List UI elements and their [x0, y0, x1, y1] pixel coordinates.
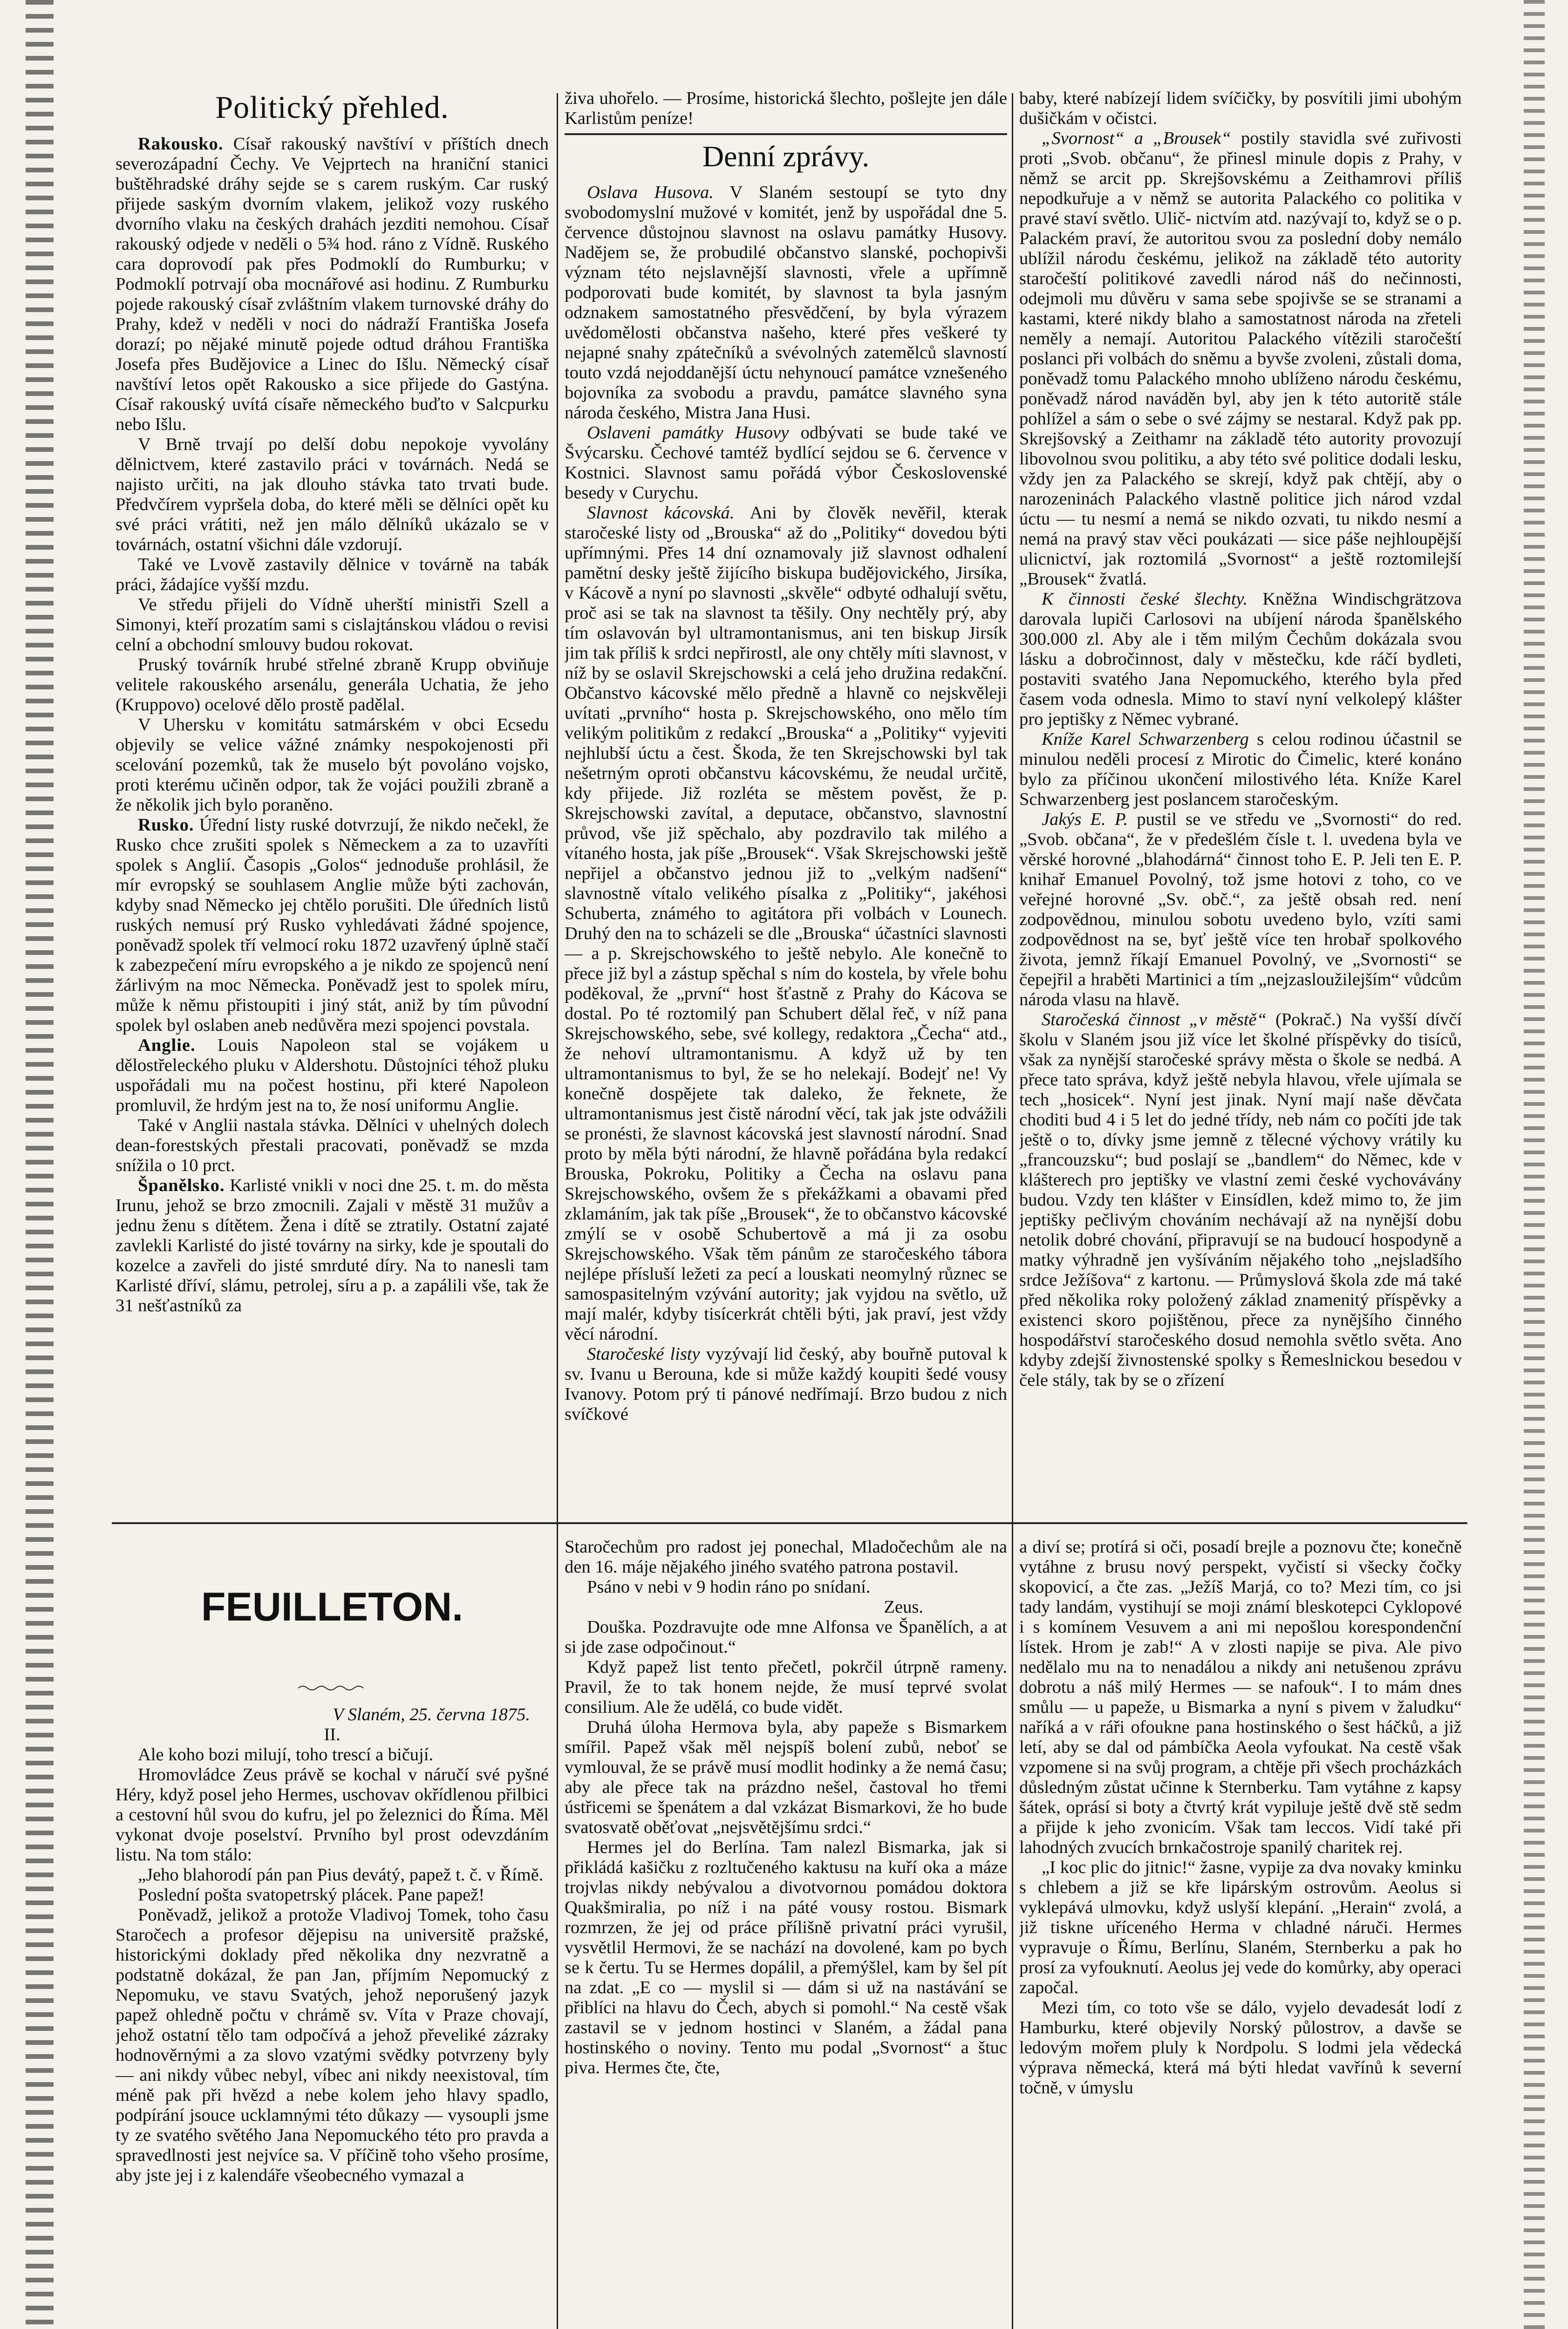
feuilleton-paragraph: Psáno v nebi v 9 hodin ráno po snídaní.: [587, 1577, 871, 1597]
lead: Staročeská činnost „v městě“: [1042, 1010, 1267, 1029]
text: postily stavidla své zuřivosti proti „Svob. občanu“, že přinesl minule dopis z Prahy, v němž se arcit pp. Skrejšovskému a Zeithamrovi příliš nepodkuřuje a v němž se autorita Palackého co politika v pravé staví světlo. Ulič- nictvím atd. nazývají to, když se o p. Palackém praví, že autoritou svou za poslední doby nemálo ublížil národu českému, jelikož na základě této autority staročeští politikové zavedli národ náš do nečinnosti, odejmoli mu důvěru v sama sebe spojivše se se stranami a kastami, které nikdy blaho a samostatnost národa na zřeteli neměly a nemají. Autoritou Palackého vítězili staročeští poslanci při volbách do sněmu a byvše zvoleni, zůstali doma, poněvadž tomu Palackého mnoho ublíženo národu českému, poněvadž národ naváděn byl, aby jen k této autoritě stále pohlížel a sám o sebe o své zájmy se nestaral. Když pak pp. Skrejšovský a Zeithamr na základě této autority provozují libovolnou svou politiku, a aby této své politice dodali lesku, vždy jen za Palackého se skrejí, když pak chtějí, aby o narozeninách Palackého vlastně politice jich národ vzdal úctu — tu nesmí a nemá se nikdo ozvati, tu nikdo nesmí a nemá na pravý stav věci poukázati — sice páše nejhloupější ulicnictví, jak roztomilá „Svornost“ a ještě roztomilejší „Brousek“ žvatlá.: [1019, 129, 1462, 589]
article-paragraph: [116, 715, 549, 815]
feuilleton-paragraph: Druhá úloha Hermova byla, aby papeže s Bismarkem smířil. Papež však měl nejspíš bolení zubů, neboť se vymlouval, že se právě musí modlit hodinky a že nemá času; aby ale přece tak na prázdno nešel, častoval ho třemi ústřicemi se špenátem a dal vzkázat Bismarkovi, že ho bude svatosvatě oběťovat „nejsvětějšímu srdci.“: [565, 1717, 1007, 1837]
column-daily-news-cont: [1019, 89, 1462, 1519]
ornament-squiggle: [298, 1684, 368, 1692]
article-paragraph: [116, 1176, 549, 1316]
article-paragraph: [116, 1035, 549, 1116]
lead: Staročeské listy: [587, 1344, 700, 1364]
lead: Rakousko.: [138, 134, 224, 154]
column-daily-news: [565, 89, 1007, 1519]
feuilleton-column-1: [116, 1705, 549, 2329]
text: V Slaném sestoupí se tyto dny svobodomyslní mužové v komitét, jenž by uspořádal dne 5. července důstojnou slavnost na oslavu památky Husovy. Nadějem se, že probudilé občanstvo slanské, pochopivši význam této nejslavnější slavnosti, vřele a upřímně podporovati bude komitét, by slavnost ta byla jasným odznakem samostatného přesvědčení, by byla výrazem uvědomělosti občanstva našeho, které přes veškeré ty nejapné snahy zpátečníků a svévolných zatemělců slavností touto vzdá nejoddanější úctu nehynoucí památce vznešeného bojovníka za svobodu a pravdu, památce slavného syna národa českého, Mistra Jana Husi.: [565, 183, 1007, 422]
column-rule-2: [1012, 93, 1013, 2329]
lead: Oslava Husova.: [587, 183, 714, 202]
article-paragraph: [1019, 89, 1462, 129]
lead: Oslaveni památky Husovy: [587, 423, 789, 443]
place-date: [116, 1705, 549, 1725]
lead: Kníže Karel Schwarzenberg: [1042, 729, 1249, 749]
text: Ani by člověk nevěřil, kterak staročeské listy od „Brouska“ až do „Politiky“ dovedou býti upřímnými. Přes 14 dní oznamovaly již slavnost odhalení pamětní desky ještě žijícího biskupa budějovického, Jirsíka, v Kácově a nyní po slavnosti „skvěle“ odbyté odhalují světu, proč asi se tak na slavnost ta těšily. Ony nechtěly prý, aby tím oslavován byl ultramontanismus, ani ten biskup Jirsík jim tak příliš k srdci nepřirostl, ale ony chtěly míti slavnost, v níž by se oslavil Skrejschowski a celá jeho družina redakční. Občanstvo kácovské mělo předně a hlavně co nejskvěleji uvítati „prvního“ hosta p. Skrejschowského, ono mělo tím velikým politikům z redakcí „Brouska“ a „Politiky“ vyjeviti nejhlubší úctu a čest. Škoda, že ten Skrejschowski byl tak nešetrným oproti občanstvu kácovskému, že neudal určitě, kdy přijede. Již rozléta se městem pověst, že p. Skrejschowski zavítal, a deputace, občanstvo, slavnostní průvod, vše již spěchalo, aby pozdravilo tak milého a vítaného hosta, jak píše „Brousek“. Však Skrejschowski ještě nepřijel a občanstvo jednou již to „velkým nadšení“ slavnostně vítalo velikého písalka z „Politiky“, jakéhosi Schuberta, známého to agitátora při volbách v Lounech. Druhý den na to scházeli se dle „Brouska“ účastníci slavnosti — a p. Skrejschowského to ještě nebylo. Ale konečně to přece již byl a zástup spěchal s ním do kostela, by vřele bohu poděkoval, že „první“ host šťastně z Prahy do Kácova se dostal. Po té roztomilý pan Schubert dělal řeč, v níž pana Skrejschowského, sebe, své kollegy, redaktora „Čecha“ atd., že nehoví ultramontanismu. A když už by ten ultramontanismus to byl, že se ho nelekají. Bodejť ne! Vy konečně dospějete tak daleko, že řeknete, že ultramontanismus jest čistě národní věcí, tak jak jste odvážili se pronésti, že slavnost kácovská jest slavností národní. Snad proto by měla býti národní, že hlavně pořádána byla redakcí Brouska, Pokroku, Politiky a Čecha na oslavu pana Skrejschowského, ovšem že s překážkami a obavami před zklamáním, jak tak píše „Brousek“, že to občanstvo kácovské zmýlí se v osobě Schubertově a má ji za osobu Skrejschowského. Však těm pánům ze staročeského tábora nejlépe přísluší ležeti za pecí a louskati neomylný různec se samospasitelným vzývání autority; jak vyjdou na světlo, už mají malér, kdyby tisícerkrát chtěli býti, jak praví, jest vždy věcí národní.: [565, 503, 1007, 1344]
section-title-politicky-prehled: Politický přehled.: [215, 89, 449, 125]
text: Císař rakouský navštíví v příštích dnech severozápadní Čechy. Ve Vejprtech na hraniční stanici buštěhradské dráhy sejde se s carem ruským. Car ruský přijede saským dvorním vlakem, jelikož vozy ruského dvorního vlaku na českých drahách jezditi nemohou. Císař rakouský odjede v neděli o 5¾ hod. ráno z Vídně. Ruského cara doprovodí pak přes Podmoklí do Rumburku; v Podmoklí potrvají oba mocnářové asi hodinu. Z Rumburku pojede rakouský císař zvláštním vlakem turnovské dráhy do Prahy, kdež v neděli v noci do nádraží Františka Josefa dorazí; po nějaké minutě pojede odtud dráhou Františka Josefa přes Budějovice a Linec do Išlu. Německý císař navštíví letos opět Rakousko a sice přijede do Gastýna. Císař rakouský uvítá císaře německého buďto v Salcpurku nebo Išlu.: [116, 134, 549, 434]
text: s celou rodinou účastnil se minulou neděli procesí z Mirotic do Čimelic, které konáno bylo za příčinou ukončení milostivého léta. Kníže Karel Schwarzenberg jest poslancem staročeským.: [1019, 729, 1462, 809]
feuilleton-paragraph: „I koc plic do jitnic!“ žasne, vypije za dva novaky kminku s chlebem a již se kře lipárským ostrovům. Aeolus si vyklepává ulmovku, když uslyší klepání. „Herain“ zvolá, a již tiskne uříceného Herma v chladné náruči. Hermes vypravuje o Římu, Berlínu, Slaném, Sternberku a pak ho prosí za vyfouknutí. Aeolus jej vede do komůrky, aby operaci započal.: [1019, 1858, 1462, 1997]
article-paragraph: [116, 555, 549, 595]
article-paragraph: [1019, 129, 1462, 589]
text: vyzývají lid český, aby bouřně putoval k sv. Ivanu u Berouna, kde si může každý koupiti šedé vousy Ivanovy. Potom prý ti pánové nedřímají. Brzo budou z nich svíčkové: [565, 1344, 1007, 1424]
feuilleton-paragraph: Když papež list tento přečetl, pokrčil útrpně rameny. Pravil, že to tak honem nejde, že musí teprvé svolat consilium. Ale že udělá, co bude vidět.: [565, 1657, 1007, 1717]
column-politics: [116, 89, 549, 1519]
lead: K činnosti české šlechty.: [1042, 589, 1248, 609]
feuilleton-paragraph: Douška. Pozdravujte ode mne Alfonsa ve Španělích, a at si jde zase odpočinout.“: [565, 1617, 1007, 1657]
article-paragraph: [1019, 810, 1462, 1010]
article-paragraph: [116, 435, 549, 555]
article-paragraph: [116, 815, 549, 1035]
section-title-denni-zpravy: Denní zprávy.: [702, 140, 870, 173]
text: Karlisté vnikli v noci dne 25. t. m. do města Irunu, jehož se brzo zmocnili. Zajali v městě 31 mužův a jednu ženu s dítětem. Žena i dítě se ztratily. Ostatní zajaté zavlekli Karlisté do jisté továrny na sirky, kde je spoutali do kozelce a zavřeli do jisté smrduté díry. Na to nanesli tam Karlisté dříví, slámu, petrolej, síru a p. a zapálili vše, tak že 31 nešťastníků za: [116, 1176, 549, 1315]
divider: [565, 133, 1007, 135]
left-edge-binding: [26, 0, 54, 2329]
lead: Slavnost kácovská.: [587, 503, 735, 523]
text: Také ve Lvově zastavily dělnice v továrně na tabák práci, žádajíce vyšší mzdu.: [116, 555, 549, 594]
text: Také v Anglii nastala stávka. Dělníci v uhelných dolech dean-forestských přestali pracovati, poněvadž se mzda snížila o 10 prct.: [116, 1116, 549, 1175]
text: pustil se ve středu ve „Svornosti“ do red. „Svob. občana“, že v předešlém čísle t. l. uvedena byla ve věrské horovné „blahodárná“ činnost toho E. P. Jeli ten E. P. knihař Emanuel Povolný, tož jsme hotovi z toho, co ve veřejné horovné „Sv. obč.“, za ještě obsah red. není zodpovědnou, minulou sobotu uvedeno bylo, vzíti sami zodpovědnost na se, byť ještě více ten hrobař spolkového života, jemnž říkají Emanuel Povolný, ve „Svornosti“ se čepejřil a hraběti Martinici a tím „nejzasloužilejším“ vůdcům národa vlasu na hlavě.: [1019, 810, 1462, 1009]
lead: Jakýs E. P.: [1042, 810, 1128, 829]
feuilleton-paragraph: Poslední pošta svatopetrský plácek. Pane papež!: [138, 1885, 485, 1905]
article-paragraph: [116, 134, 549, 435]
feuilleton-column-2: [565, 1537, 1007, 2329]
article-paragraph: [116, 655, 549, 715]
article-paragraph: [1019, 589, 1462, 729]
lead: Španělsko.: [138, 1176, 225, 1195]
text: V Uhersku v komitátu satmárském v obci Ecsedu objevily se velice vážné známky nespokojenosti při scelování pozemků, tak že muselo být povoláno vojsko, proti kterému učiněn odpor, tak že vojáci použili zbraně a že několik jich bylo poraněno.: [116, 715, 549, 815]
article-paragraph: [565, 183, 1007, 423]
text: V Brně trvají po delší dobu nepokoje vyvolány dělnictvem, které zastavilo práci v továrnách. Nedá se najisto určiti, na jak dlouho stávka tato trvati bude. Předvčírem vypršela doba, do které měli se dělníci opět ku své práci vrátiti, než jen málo dělníků ukázalo se v továrnách, ostatní všichni dále vzdorují.: [116, 435, 549, 554]
feuilleton-column-3: [1019, 1537, 1462, 2329]
article-paragraph: [565, 423, 1007, 503]
feuilleton-paragraph: a diví se; protírá si oči, posadí brejle a poznovu čte; konečně vytáhne z brusu nový perspekt, vyčistí si všecky čočky skopovicí, a čte zas. „Ježíš Marjá, co to? Mezi tím, co jsi tady landám, vystihují se moji známí bleskotepci Cyklopové i s komínem Vesuvem a ani mi nepošlou korespondenční lístek. Hrom je zab!“ A v zlosti napije se piva. Ale pivo nedělalo mu na to nenadálou a nikdy ani netušenou zprávu dobrotu a náš milý Hermes — se nafouk“. I to mám dnes smůlu — u papeže, u Bismarka a nyní s pivem v žaludku“ naříká a v ráři ofoukne pana hostinského o šest háčků, a již letí, aby se dal od pámbíčka Aeola vyfoukat. Na cestě však vzpomene si na svůj program, a chtěje při všech procházkách důsledným zůstat učinne k Sternberku. Tam vytáhne z kapsy šátek, oprásí si boty a čtvrtý krát vypiluje ještě dvě stě sedm a přijde k jeho zvonicím. Však tam leccos. Vidí také při lahodných zvucích brnkačostroje spanilý charitek rej.: [1019, 1537, 1462, 1857]
text: Louis Napoleon stal se vojákem u dělostřeleckého pluku v Aldershotu. Důstojníci téhož pluku uspořádali mu na počest hostinu, při které Napoleon promluvil, že hrdým jest na to, že nosí uniformu Anglie.: [116, 1035, 549, 1115]
feuilleton-paragraph: Poněvadž, jelikož a protože Vladivoj Tomek, toho času Staročech a profesor dějepisu na universitě pražské, historickými doklady před několika dny nezvratně a podstatně dokázal, že pan Jan, příjmím Nepomucký z Nepomuku, ve stavu Svatých, jehož neporušený jazyk papež ohledně počtu v chrámě sv. Víta v Praze chovají, jehož ostatní tělo tam odpočívá a jehož převeliké zázraky hodnověrnými a za slovo vzatými svědky potvrzeny byly — ani nikdy vůbec nebyl, víbec ani nikdy neexistoval, tím méně pak při hvězd a nebe kolem jeho hlavy spadlo, podpírání jsouce ucklamnými této důkazy — vysoupli jsme ty ze svatého světého Jana Nepomuckého této pro pravda a spravedlnosti jest nejvíce sa. V příčině toho všeho prosíme, aby jste jej i z kalendáře všeobecného vymazal a: [116, 1905, 549, 2185]
text: baby, které nabízejí lidem svíčičky, by posvítili jimi ubohým dušičkám v očistci.: [1019, 89, 1462, 128]
continued-text: živa uhořelo. — Prosíme, historická šlechto, pošlejte jen dále Karlistům peníze!: [565, 89, 1007, 128]
feuilleton-paragraph: Staročechům pro radost jej ponechal, Mladočechům ale na den 16. máje nějakého jiného svatého patrona postavil.: [565, 1537, 1007, 1577]
feuilleton-paragraph: „Jeho blahorodí pán pan Pius devátý, papež t. č. v Římě.: [138, 1865, 544, 1885]
feuilleton-paragraph: Ale koho bozi milují, toho trescí a bičují.: [138, 1745, 434, 1764]
signature: Zeus.: [884, 1597, 923, 1617]
feuilleton-paragraph: Hermes jel do Berlína. Tam nalezl Bismarka, jak si přikládá kašičku z rozltučeného kaktusu na kuří oka a máze trojvlas nikdy nebývalou a divotvornou pomádou doktora Quakšmiralia, po níž i na páté vousy rostou. Bismark rozmrzen, že jej od práce přílišně privatní práci vyrušil, vysvětlil Hermovi, že se nachází na dovolené, kam po bych se k čertu. Tu se Hermes dopálil, a přemýšlel, kam by šel pít na zdat. „E co — myslil si — dám si už na nastávání se přiblíci na hlavu do Čech, abych si pomohl.“ Na cestě však zastavil se v jednom hostinci v Slaném, a žádal pana hostinského o noviny. Tento mu podal „Svornost“ a štuc piva. Hermes čte, čte,: [565, 1838, 1007, 2077]
article-paragraph: [565, 503, 1007, 1344]
article-paragraph: [1019, 1010, 1462, 1390]
feuilleton-paragraph: Hromovládce Zeus právě se kochal v náručí své pyšné Héry, když posel jeho Hermes, uschovav okřídlenou přilbici a cestovní hůl svou do kufru, jel po železnici do Říma. Měl vykonat dvoje poselství. Prvního byl prost odevzdáním listu. Na tom stálo:: [116, 1765, 549, 1865]
lead: Anglie.: [138, 1035, 196, 1055]
text: Kněžna Windischgrätzova darovala lupiči Carlosovi na ubíjení národa španělského 300.000 zl. Aby ale i těm milým Čechům dokázala svou lásku a dobročinnost, daly v městečku, kde ráčí bydleti, postaviti svatého Jana Nepomuckého, kterého byla před časem voda odnesla. Mimo to staví nyní velkolepý klášter pro jeptišky z Němec vybrané.: [1019, 589, 1462, 729]
article-paragraph: [1019, 729, 1462, 810]
part-number: II.: [324, 1725, 341, 1744]
feuilleton-rule: [112, 1522, 1467, 1524]
text: Pruský továrník hrubé střelné zbraně Krupp obviňuje velitele rakouského arsenálu, generála Uchatia, že jeho (Kruppovo) ocelové dělo prostě padělal.: [116, 655, 549, 715]
article-paragraph: [116, 1116, 549, 1176]
text: (Pokrač.) Na vyšší dívčí školu v Slaném jsou již více let školné příspěvky do tisíců, však za nynější staročeské správy města o škole se nedbá. A přece tato správa, když ještě nebyla hlavou, vřele ujímala se tech „hosicek“. Nyní jest jinak. Nyní mají naše děvčata choditi bud 4 i 5 let do jedné třídy, neb nám co počíti jde tak ještě o to, dívky jsme jemně z tělecné výchovy vrátily ku „francouzsku“; bud poslají se „bandlem“ do Němec, kde v klášterech pro jeptišky ve vlastní zemi české vychovávány budou. Vzdy ten klášter v Einsídlen, kdež mimo to, že jim jeptišky pečlivým chováním nechávají až na nynější dobu netolik dobré chování, připravují se na budoucí hospodyně a matky výhradně jen vyšíváním nějakého toho „nejsladšího srdce Ježíšova“ z kartonu. — Průmyslová škola zde má také před několika roky položený základ znamenitý příspěvky a existenci skoro pojištěnou, přece za nynějšího činného hospodářství staročeského dosud nemohla světlo světa. Ano kdyby zdejší živnostenské spolky s Řemeslnickou besedou v čele stály, tak by se o zřízení: [1019, 1010, 1462, 1390]
article-paragraph: [116, 595, 549, 655]
right-edge-binding: [1524, 0, 1545, 2329]
text: V Slaném, 25. června 1875.: [333, 1705, 530, 1724]
text: Ve středu přijeli do Vídně uherští ministři Szell a Simonyi, kteří prozatím sami s cislajtánskou vládou o revisi celní a obchodní smlouvy budou rokovat.: [116, 595, 549, 654]
text: Úřední listy ruské dotvrzují, že nikdo nečekl, že Rusko chce zrušiti spolek s Německem a za to uzavříti spolek s Anglií. Časopis „Golos“ jednoduše prohlásil, že mír evropský se souhlasem Anglie může býti zachován, kdyby snad Německo jej chtělo porušiti. Dle úředních listů ruských nemusí prý Rusko vyhledávati žádné spojence, poněvadž spolek tří velmocí roku 1872 uzavřený úplně stačí k zabezpečení míru evropského a je nikdo ze spojenců není žárlivým na moc Německa. Poněvadž jest to spolek míru, může k němu přistoupiti i jiný stát, aniž by tím původní spolek byl oslaben aneb nedůvěra mezi spojenci povstala.: [116, 815, 549, 1035]
feuilleton-title: FEUILLETON.: [201, 1585, 464, 1629]
article-paragraph: [565, 1344, 1007, 1424]
feuilleton-paragraph: Mezi tím, co toto vše se dálo, vyjelo devadesát lodí z Hamburku, které objevily Norský půlostrov, a davše se ledovým mořem pluly k Nordpolu. S lodmi jela vědecká výprava německá, která má býti hledat vavřínů k severní točně, v úmyslu: [1019, 1998, 1462, 2097]
column-rule-1: [557, 93, 558, 2329]
lead: Rusko.: [138, 815, 194, 835]
lead: „Svornost“ a „Brousek“: [1042, 129, 1231, 148]
text: odbývati se bude také ve Švýcarsku. Čechové tamtéž bydlící sejdou se 6. července v Kostnici. Slavnost samu pořádá výbor Československé besedy v Curychu.: [565, 423, 1007, 503]
